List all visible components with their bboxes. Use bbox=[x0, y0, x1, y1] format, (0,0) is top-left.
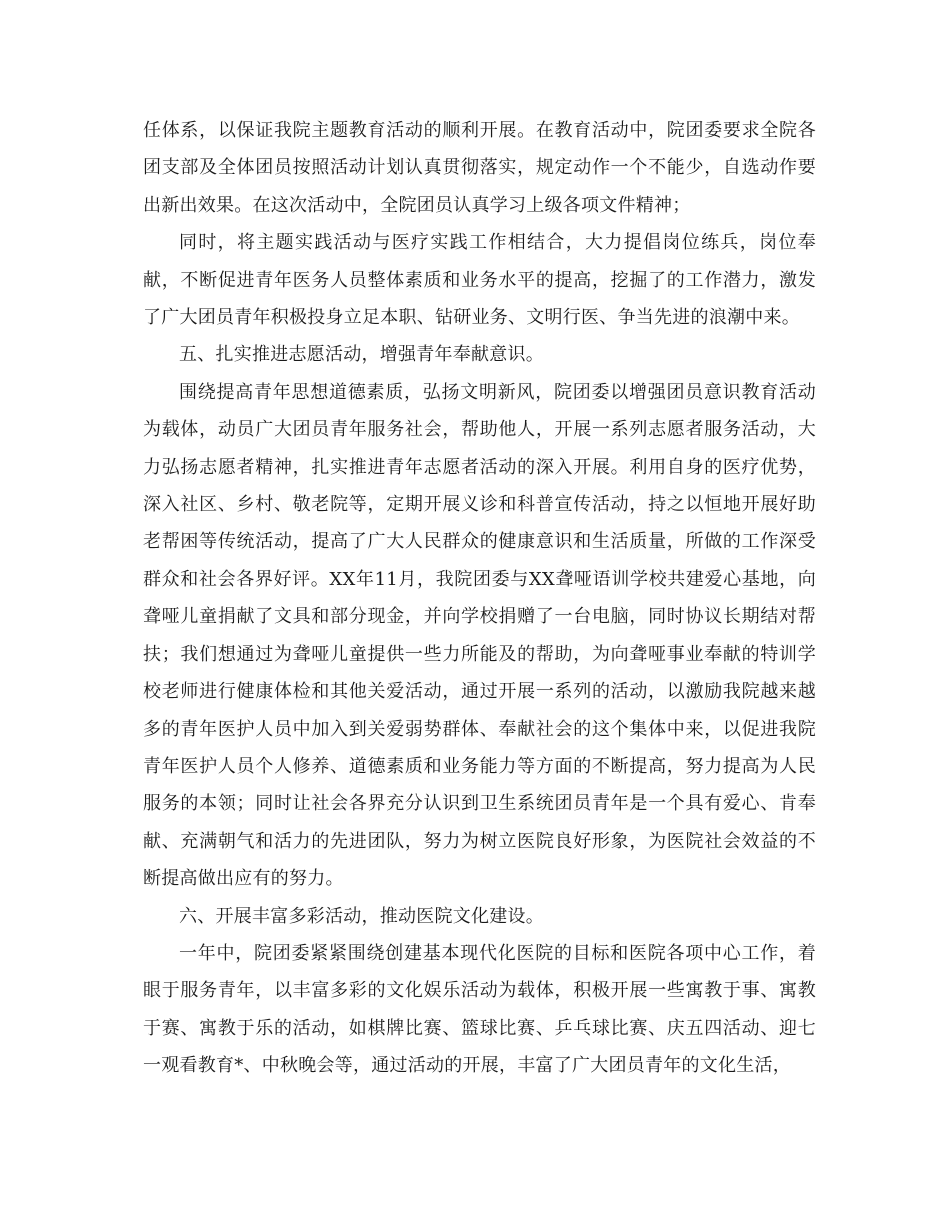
document-body bbox=[143, 112, 816, 1085]
paragraph-1: 任体系，以保证我院主题教育活动的顺利开展。在教育活动中，院团委要求全院各团支部及全体团员按照活动计划认真贯彻落实，规定动作一个不能少，自选动作要出新出效果。在这次活动中，全院团员认真学习上级各项文件精神； bbox=[143, 120, 816, 216]
paragraph-3: 围绕提高青年思想道德素质，弘扬文明新风，院团委以增强团员意识教育活动为载体，动员广大团员青年服务社会，帮助他人，开展一系列志愿者服务活动，大力弘扬志愿者精神，扎实推进青年志愿者活动的深入开展。利用自身的医疗优势，深入社区、乡村、敬老院等，定期开展义诊和科普宣传活动，持之以恒地开展好助老帮困等传统活动，提高了广大人民群众的健康意识和生活质量，所做的工作深受群众和社会各界好评。XX年11月，我院团委与XX聋哑语训学校共建爱心基地，向聋哑儿童捐献了文具和部分现金，并向学校捐赠了一台电脑，同时协议长期结对帮扶；我们想通过为聋哑儿童提供一些力所能及的帮助，为向聋哑事业奉献的特训学校老师进行健康体检和其他关爱活动，通过开展一系列的活动，以激励我院越来越多的青年医护人员中加入到关爱弱势群体、奉献社会的这个集体中来，以促进我院青年医护人员个人修养、道德素质和业务能力等方面的不断提高，努力提高为人民服务的本领；同时让社会各界充分认识到卫生系统团员青年是一个具有爱心、肯奉献、充满朝气和活力的先进团队，努力为树立医院良好形象，为医院社会效益的不断提高做出应有的努力。 bbox=[143, 381, 816, 890]
paragraph-2: 同时，将主题实践活动与医疗实践工作相结合，大力提倡岗位练兵，岗位奉献，不断促进青年医务人员整体素质和业务水平的提高，挖掘了的工作潜力，激发了广大团员青年积极投身立足本职、钻研业务、文明行医、争当先进的浪潮中来。 bbox=[143, 232, 816, 329]
paragraph-4: 一年中，院团委紧紧围绕创建基本现代化医院的目标和医院各项中心工作，着眼于服务青年，以丰富多彩的文化娱乐活动为载体，积极开展一些寓教于事、寓教于赛、寓教于乐的活动，如棋牌比赛、篮球比赛、乒乓球比赛、庆五四活动、迎七一观看教育*、中秋晚会等，通过活动的开展，丰富了广大团员青年的文化生活， bbox=[143, 942, 816, 1077]
section-heading-6: 六、开展丰富多彩活动，推动医院文化建设。 bbox=[179, 905, 544, 927]
section-heading-5: 五、扎实推进志愿活动，增强青年奉献意识。 bbox=[179, 344, 544, 366]
